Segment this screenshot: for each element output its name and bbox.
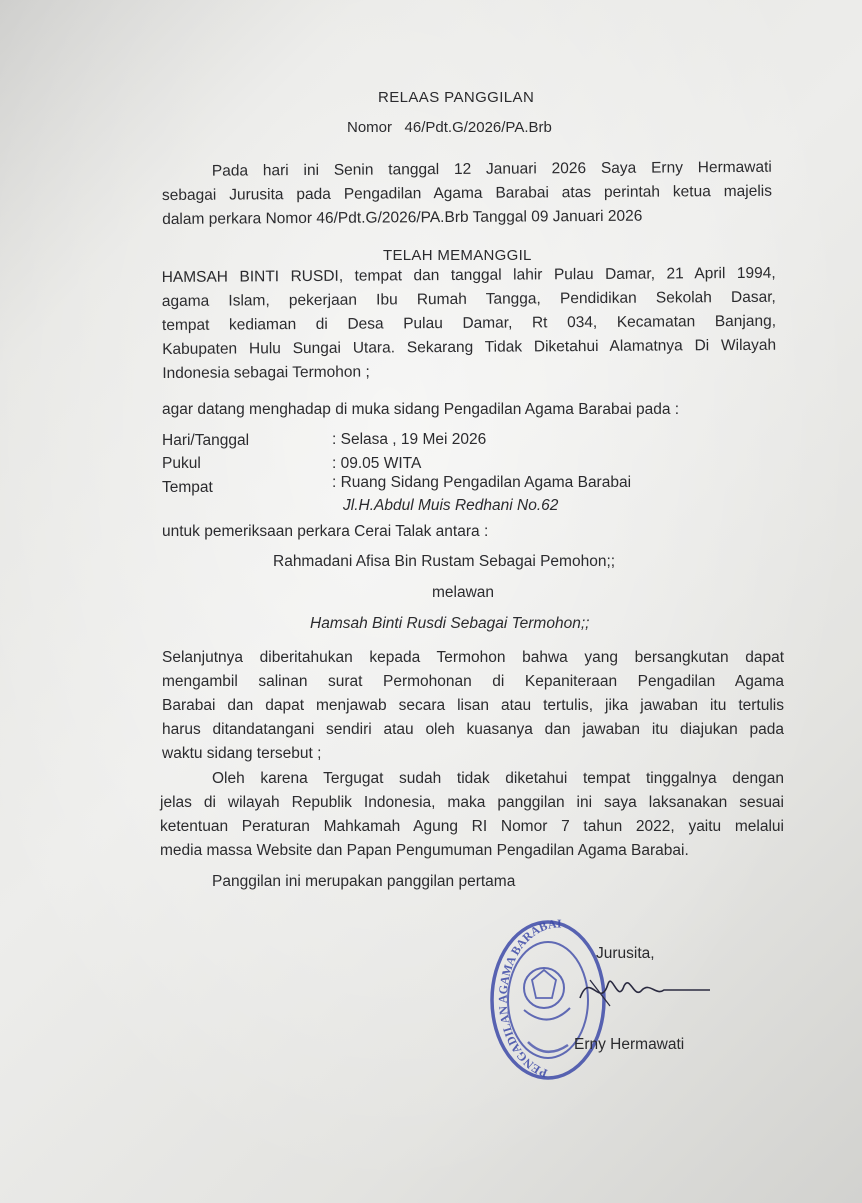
selanjutnya-paragraph xyxy=(162,646,784,766)
hari-label: Hari/Tanggal xyxy=(162,432,250,449)
party-line-4: Kabupaten Hulu Sungai Utara. Sekarang Tidak Diketahui Alamatnya Di Wilayah xyxy=(162,336,777,358)
intro-line-1: Pada hari ini Senin tanggal 12 Januari 2026 Saya Erny Hermawati xyxy=(211,158,772,180)
panggilan-line: Panggilan ini merupakan panggilan pertama xyxy=(212,873,516,890)
tempat-value: : Ruang Sidang Pengadilan Agama Barabai xyxy=(332,474,632,491)
pukul-label: Pukul xyxy=(162,455,201,472)
termohon-line: Hamsah Binti Rusdi Sebagai Termohon;; xyxy=(310,615,590,632)
intro-line-2: sebagai Jurusita pada Pengadilan Agama Barabai atas perintah ketua majelis xyxy=(161,182,773,204)
signer-name: Erny Hermawati xyxy=(574,1036,685,1053)
oleh-line-4: media massa Website dan Papan Pengumuman Pengadilan Agama Barabai. xyxy=(160,842,689,859)
oleh-line-2: jelas di wilayah Republik Indonesia, maka panggilan ini saya laksanakan sesuai xyxy=(160,794,784,811)
oleh-line-1: Oleh karena Tergugat sudah tidak diketahui tempat tinggalnya dengan xyxy=(212,770,784,787)
pukul-value: : 09.05 WITA xyxy=(332,455,422,472)
party-paragraph xyxy=(162,262,777,386)
party-line-2: agama Islam, pekerjaan Ibu Rumah Tangga, Pendidikan Sekolah Dasar, xyxy=(161,288,776,311)
nomor-label: Nomor xyxy=(347,119,393,136)
party-line-3: tempat kediaman di Desa Pulau Damar, Rt 034, Kecamatan Banjang, xyxy=(161,312,777,334)
telah-memanggil-heading: TELAH MEMANGGIL xyxy=(383,247,532,264)
intro-line-3: dalam perkara Nomor 46/Pdt.G/2026/PA.Brb Tanggal 09 Januari 2026 xyxy=(162,207,643,228)
pemohon-line: Rahmadani Afisa Bin Rustam Sebagai Pemohon;; xyxy=(273,553,616,570)
stamp-text: PENGADILAN AGAMA BARABAI xyxy=(495,916,562,1081)
signature-scribble xyxy=(560,960,720,1020)
selanjutnya-line-1: Selanjutnya diberitahukan kepada Termohon bahwa yang bersangkutan dapat xyxy=(162,649,784,666)
selanjutnya-line-4: harus ditandatangani sendiri atau oleh kuasanya dan jawaban itu diajukan pada xyxy=(162,721,784,738)
selanjutnya-line-2: mengambil salinan surat Permohonan di Kepaniteraan Pengadilan Agama xyxy=(162,673,784,690)
agar-line: agar datang menghadap di muka sidang Pengadilan Agama Barabai pada : xyxy=(162,401,680,418)
document-number xyxy=(347,118,552,138)
selanjutnya-line-5: waktu sidang tersebut ; xyxy=(162,745,322,762)
document-title: RELAAS PANGGILAN xyxy=(378,89,535,106)
alamat-value: Jl.H.Abdul Muis Redhani No.62 xyxy=(343,497,559,514)
intro-paragraph xyxy=(162,156,772,232)
nomor-value: 46/Pdt.G/2026/PA.Brb xyxy=(404,119,552,136)
selanjutnya-line-3: Barabai dan dapat menjawab secara lisan atau tertulis, jika jawaban itu tertulis xyxy=(162,697,784,714)
party-line-1: HAMSAH BINTI RUSDI, tempat dan tanggal lahir Pulau Damar, 21 April 1994, xyxy=(161,264,776,287)
party-line-5: Indonesia sebagai Termohon ; xyxy=(162,363,370,382)
jurusita-label: Jurusita, xyxy=(596,945,655,962)
hari-value: : Selasa , 19 Mei 2026 xyxy=(332,431,487,448)
oleh-line-3: ketentuan Peraturan Mahkamah Agung RI Nomor 7 tahun 2022, yaitu melalui xyxy=(160,818,784,835)
tempat-label: Tempat xyxy=(162,479,213,496)
melawan-line: melawan xyxy=(432,584,495,601)
oleh-paragraph xyxy=(160,767,784,863)
untuk-line: untuk pemeriksaan perkara Cerai Talak antara : xyxy=(162,523,489,540)
